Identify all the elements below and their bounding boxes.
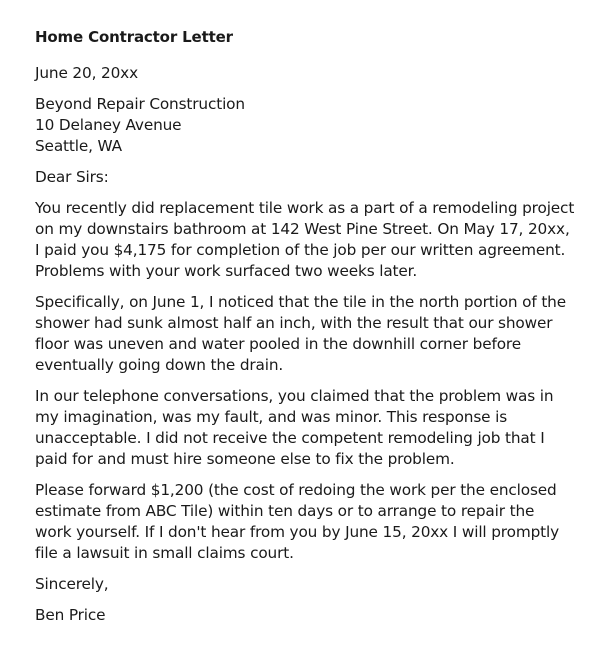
body-paragraph: You recently did replacement tile work as a part of a remodeling project on my downstairs bathroom at 142 West Pine Street. On May 17, 20xx, I paid you $4,175 for completion of the job per our written agreement. Problems with your work surfaced two weeks later. (35, 199, 575, 280)
body-paragraph: Specifically, on June 1, I noticed that the tile in the north portion of the shower had sunk almost half an inch, with the result that our shower floor was uneven and water pooled in the downhill corner before eventually going down the drain. (35, 293, 566, 374)
signature: Ben Price (35, 606, 106, 624)
recipient-street: 10 Delaney Avenue (35, 116, 182, 134)
body-paragraph: Please forward $1,200 (the cost of redoing the work per the enclosed estimate from ABC Tile) within ten days or to arrange to repair the work yourself. If I don't hear from you by June 15, 20xx I will promptly file a lawsuit in small claims court. (35, 481, 559, 562)
salutation: Dear Sirs: (35, 168, 109, 186)
recipient-name: Beyond Repair Construction (35, 95, 245, 113)
recipient-city: Seattle, WA (35, 137, 122, 155)
closing: Sincerely, (35, 575, 109, 593)
recipient-address (35, 94, 575, 157)
letter-document (35, 26, 575, 626)
letter-date: June 20, 20xx (35, 64, 138, 82)
body-paragraph: In our telephone conversations, you claimed that the problem was in my imagination, was my fault, and was minor. This response is unacceptable. I did not receive the competent remodeling job that I paid for and must hire someone else to fix the problem. (35, 387, 554, 468)
letter-title: Home Contractor Letter (35, 28, 233, 46)
